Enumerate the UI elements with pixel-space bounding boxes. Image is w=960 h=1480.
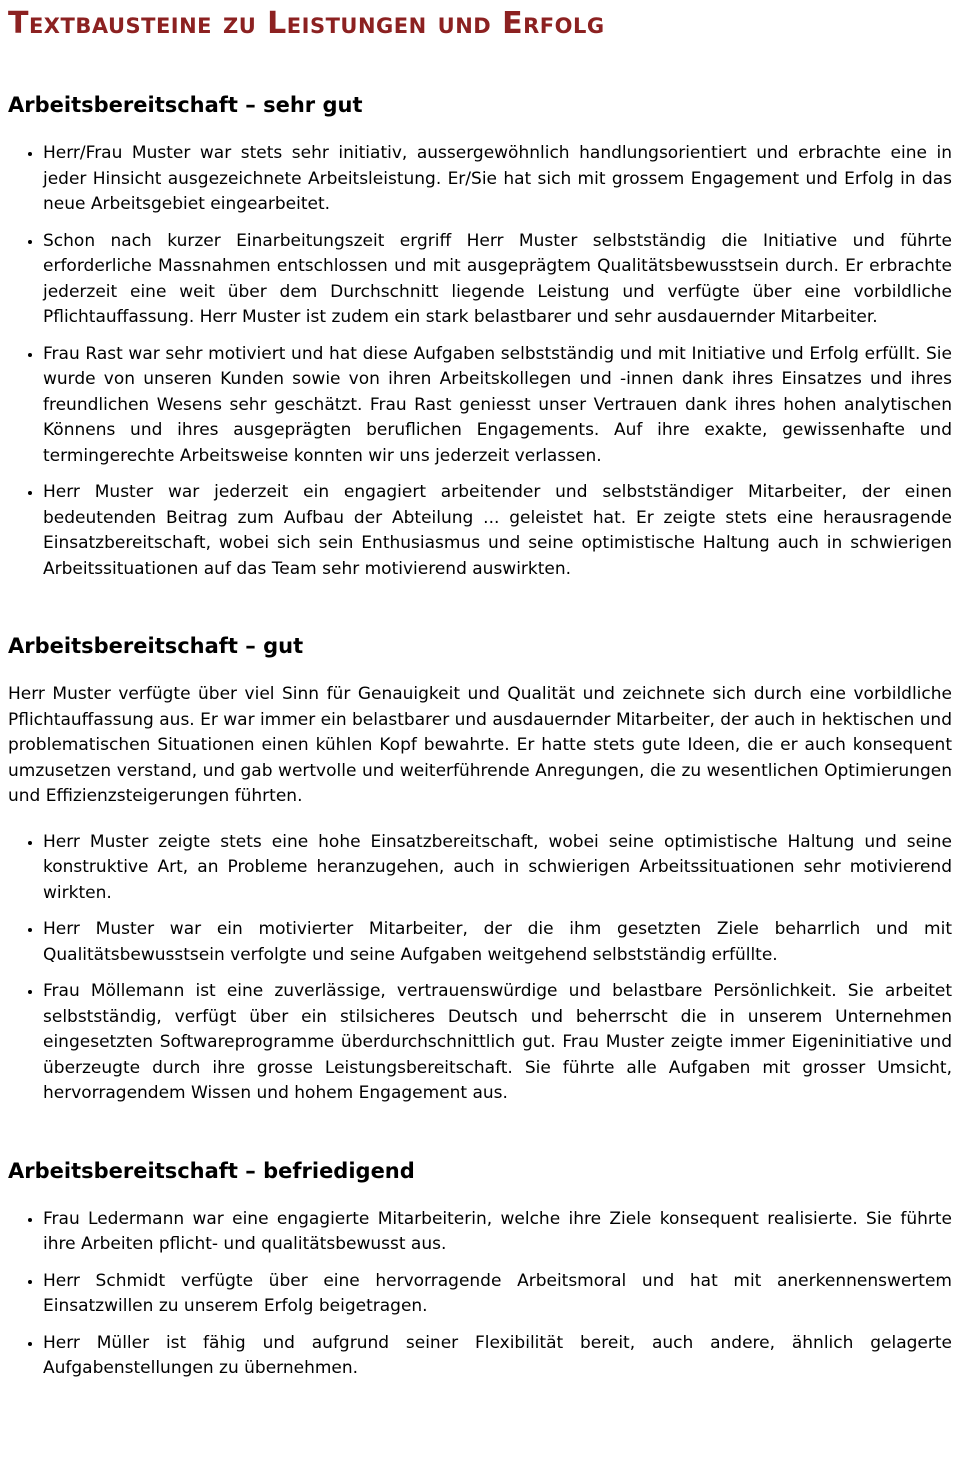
list-item: • Herr/Frau Muster war stets sehr initiativ, aussergewöhnlich handlungsorientiert und erbrachte eine in jeder Hinsicht ausgezeichnete Arbeitsleistung. Er/Sie hat sich mit grossem Engagement und Erfolg in das neue Arbeitsgebiet eingearbeitet. bbox=[43, 141, 952, 218]
bullet-list bbox=[8, 830, 952, 1107]
section bbox=[8, 93, 952, 582]
section-heading: Arbeitsbereitschaft – gut bbox=[8, 634, 304, 658]
list-item: • Herr Müller ist fähig und aufgrund seiner Flexibilität bereit, auch andere, ähnlich gelagerte Aufgabenstellungen zu übernehmen. bbox=[43, 1331, 952, 1382]
list-item: • Schon nach kurzer Einarbeitungszeit ergriff Herr Muster selbstständig die Initiative und führte erforderliche Massnahmen entschlossen und mit ausgeprägtem Qualitätsbewusstsein durch. Er erbrachte jederzeit eine weit über dem Durchschnitt liegende Leistung und verfügte über eine vorbildliche Pflichtauffassung. Herr Muster ist zudem ein stark belastbarer und sehr ausdauernder Mitarbeiter. bbox=[43, 229, 952, 331]
section bbox=[8, 1159, 952, 1382]
bullet-list bbox=[8, 141, 952, 582]
list-item: • Frau Rast war sehr motiviert und hat diese Aufgaben selbstständig und mit Initiative und Erfolg erfüllt. Sie wurde von unseren Kunden sowie von ihren Arbeitskollegen und -innen dank ihres Einsatzes und ihres freundlichen Wesens sehr geschätzt. Frau Rast geniesst unser Vertrauen dank ihres hohen analytischen Könnens und ihres ausgeprägten beruflichen Engagements. Auf ihre exakte, gewissenhafte und termingerechte Arbeitsweise konnten wir uns jederzeit verlassen. bbox=[43, 342, 952, 470]
section-intro-paragraph: Herr Muster verfügte über viel Sinn für Genauigkeit und Qualität und zeichnete sich durch eine vorbildliche Pflichtauffassung aus. Er war immer ein belastbarer und ausdauernder Mitarbeiter, der auch in hektischen und problematischen Situationen einen kühlen Kopf bewahrte. Er hatte stets gute Ideen, die er auch konsequent umzusetzen verstand, und gab wertvolle und weiterführende Anregungen, die zu wesentlichen Optimierungen und Effizienzsteigerungen führten. bbox=[8, 684, 952, 806]
section-heading: Arbeitsbereitschaft – befriedigend bbox=[8, 1158, 415, 1183]
section-heading: Arbeitsbereitschaft – sehr gut bbox=[8, 93, 363, 117]
list-item: • Herr Muster war ein motivierter Mitarbeiter, der die ihm gesetzten Ziele beharrlich und mit Qualitätsbewusstsein verfolgte und seine Aufgaben weitgehend selbstständig erfüllte. bbox=[43, 917, 952, 968]
section bbox=[8, 634, 952, 1107]
list-item: • Herr Schmidt verfügte über eine hervorragende Arbeitsmoral und hat mit anerkennenswertem Einsatzwillen zu unserem Erfolg beigetragen. bbox=[43, 1269, 952, 1320]
sections-container bbox=[8, 93, 952, 1382]
list-item: • Frau Möllemann ist eine zuverlässige, vertrauenswürdige und belastbare Persönlichkeit. Sie arbeitet selbstständig, verfügt über ein stilsicheres Deutsch und beherrscht die in unserem Unternehmen eingesetzten Softwareprogramme überdurchschnittlich gut. Frau Muster zeigte immer Eigeninitiative und überzeugte durch ihre grosse Leistungsbereitschaft. Sie führte alle Aufgaben mit grosser Umsicht, hervorragendem Wissen und hohem Engagement aus. bbox=[43, 979, 952, 1107]
page-title: Textbausteine zu Leistungen und Erfolg bbox=[8, 6, 605, 41]
list-item: • Herr Muster war jederzeit ein engagiert arbeitender und selbstständiger Mitarbeiter, der einen bedeutenden Beitrag zum Aufbau der Abteilung ... geleistet hat. Er zeigte stets eine herausragende Einsatzbereitschaft, wobei sich sein Enthusiasmus und seine optimistische Haltung auch in schwierigen Arbeitssituationen auf das Team sehr motivierend auswirkten. bbox=[43, 480, 952, 582]
list-item: • Herr Muster zeigte stets eine hohe Einsatzbereitschaft, wobei seine optimistische Haltung und seine konstruktive Art, an Probleme heranzugehen, auch in schwierigen Arbeitssituationen sehr motivierend wirkten. bbox=[43, 830, 952, 907]
bullet-list bbox=[8, 1207, 952, 1382]
list-item: • Frau Ledermann war eine engagierte Mitarbeiterin, welche ihre Ziele konsequent realisierte. Sie führte ihre Arbeiten pflicht- und qualitätsbewusst aus. bbox=[43, 1207, 952, 1258]
